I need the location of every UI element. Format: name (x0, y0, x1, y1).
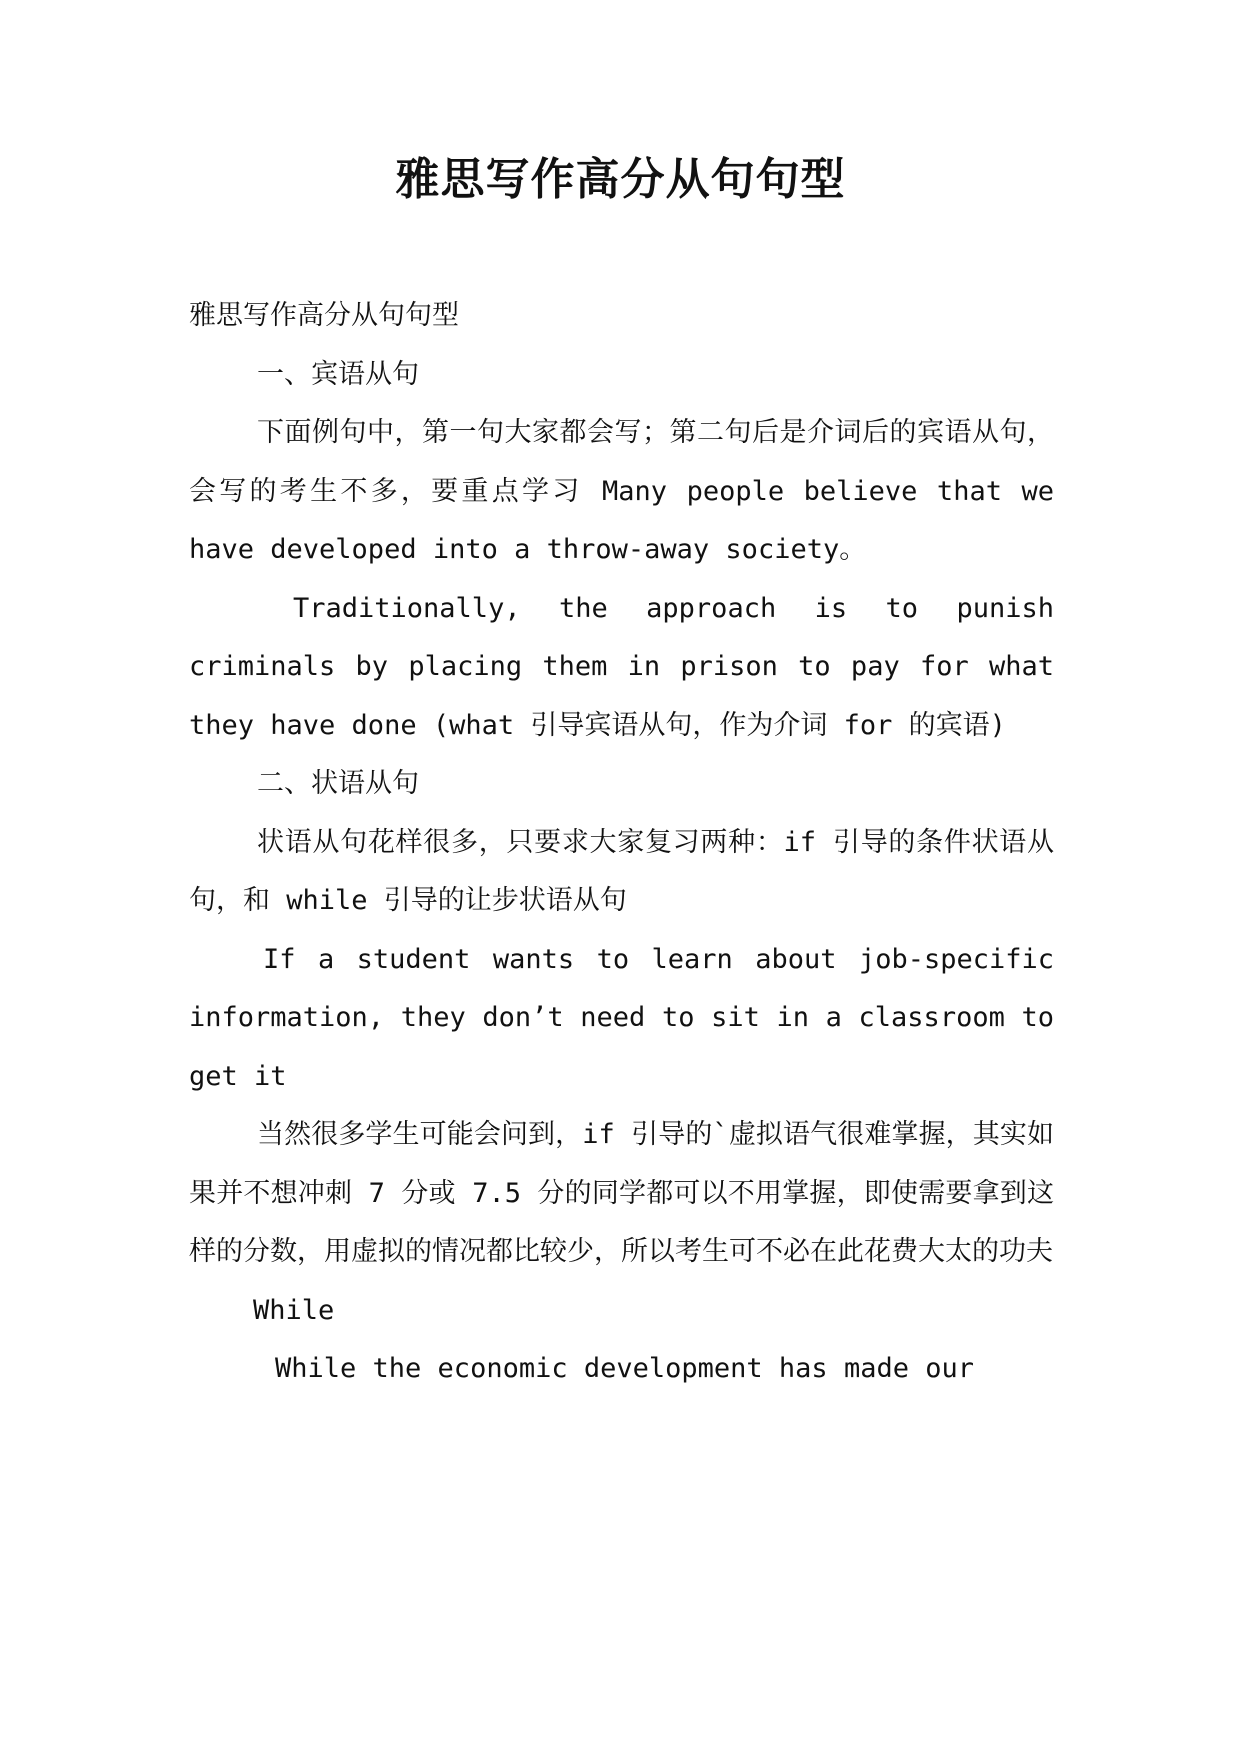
section-heading-object-clause: 一、宾语从句 (257, 358, 419, 390)
section-heading-adverbial-clause: 二、状语从句 (257, 768, 419, 799)
paragraph-object-clause-intro: 下面例句中，第一句大家都会写；第二句后是介词后的宾语从句，会写的考生不多，要重点学习 Many people believe that we have developed into a throw-away society。 (189, 417, 1054, 565)
paragraph-if-example: If a student wants to learn about job-specific information, they don’t need to sit in a classroom to get it (189, 943, 1054, 1092)
paragraph-subjunctive-note: 当然很多学生可能会问到，if 引导的`虚拟语气很难掌握，其实如果并不想冲刺 7 分或 7.5 分的同学都可以不用掌握，即使需要拿到这样的分数，用虚拟的情况都比较少，所以考生可不必在此花费大太的功夫 (189, 1119, 1054, 1267)
paragraph-while-heading: While (253, 1294, 335, 1326)
paragraph-object-clause-example: Traditionally, the approach is to punish criminals by placing them in prison to pay for what they have done (what 引导宾语从句，作为介词 for 的宾语) (189, 592, 1054, 741)
document-title: 雅思写作高分从句句型 (395, 154, 846, 205)
document-body (189, 287, 1054, 1399)
paragraph-while-example: While the economic development has made our (275, 1353, 974, 1384)
paragraph-heading: 雅思写作高分从句句型 (189, 300, 459, 331)
paragraph-adverbial-clause-intro: 状语从句花样很多，只要求大家复习两种：if 引导的条件状语从句，和 while 引导的让步状语从句 (189, 826, 1054, 916)
